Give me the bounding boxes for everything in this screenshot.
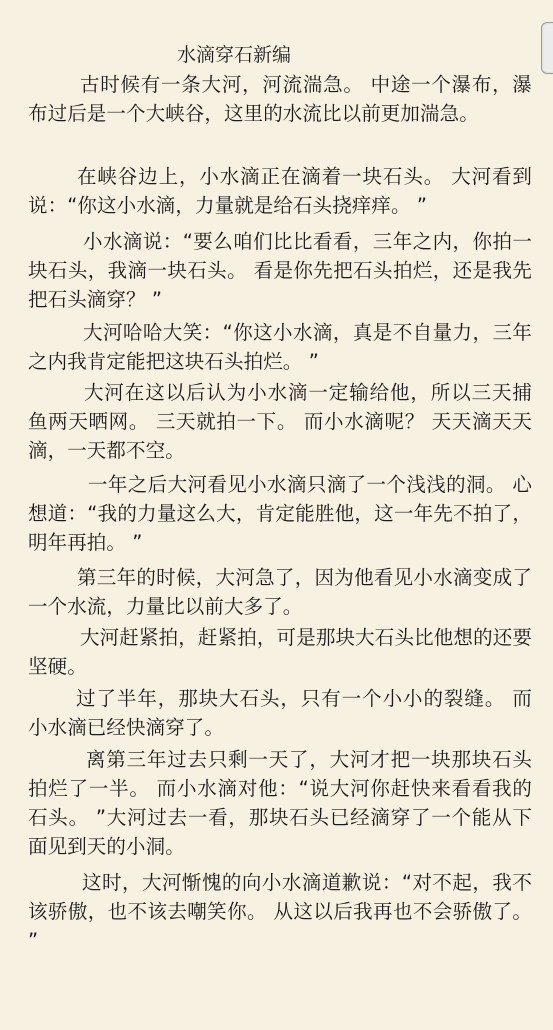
paragraph-1: 古时候有一条大河，河流湍急。 中途一个瀑布，瀑布过后是一个大峡谷，这里的水流比以前更加湍急。 xyxy=(28,73,532,125)
article-title: 水滴穿石新编 xyxy=(177,44,292,66)
paragraph-9: 过了半年，那块大石头，只有一个小小的裂缝。 而小水滴已经快滴穿了。 xyxy=(28,687,532,739)
paragraph-4: 大河哈哈大笑：“你这小水滴，真是不自量力，三年之内我肯定能把这块石头拍烂。 ” xyxy=(28,321,532,373)
paragraph-2: 在峡谷边上，小水滴正在滴着一块石头。 大河看到说：“你这小水滴，力量就是给石头挠痒痒。 ” xyxy=(28,165,532,217)
paragraph-10: 离第三年过去只剩一天了，大河才把一块那块石头拍烂了一半。 而小水滴对他：“说大河你赶快来看看我的石头。 ”大河过去一看，那块石头已经滴穿了一个能从下面见到天的小洞。 xyxy=(28,748,532,858)
paragraph-6: 一年之后大河看见小水滴只滴了一个浅浅的洞。 心想道：“我的力量这么大，肯定能胜他，这一年先不拍了，明年再拍。 ” xyxy=(28,473,532,554)
paragraph-3: 小水滴说：“要么咱们比比看看，三年之内，你拍一块石头，我滴一块石头。 看是你先把石头拍烂，还是我先把石头滴穿？ ” xyxy=(28,230,532,311)
scrollbar-thumb[interactable] xyxy=(541,22,553,74)
paragraph-8: 大河赶紧拍，赶紧拍，可是那块大石头比他想的还要坚硬。 xyxy=(28,626,532,678)
paragraph-5: 大河在这以后认为小水滴一定输给他，所以三天捕鱼两天晒网。 三天就拍一下。 而小水滴呢？ 天天滴天天滴，一天都不空。 xyxy=(28,381,532,462)
paragraph-7: 第三年的时候，大河急了，因为他看见小水滴变成了一个水流，力量比以前大多了。 xyxy=(28,566,532,618)
paragraph-11: 这时，大河惭愧的向小水滴道歉说：“对不起，我不该骄傲，也不该去嘲笑你。 从这以后我再也不会骄傲了。 ” xyxy=(28,871,532,952)
